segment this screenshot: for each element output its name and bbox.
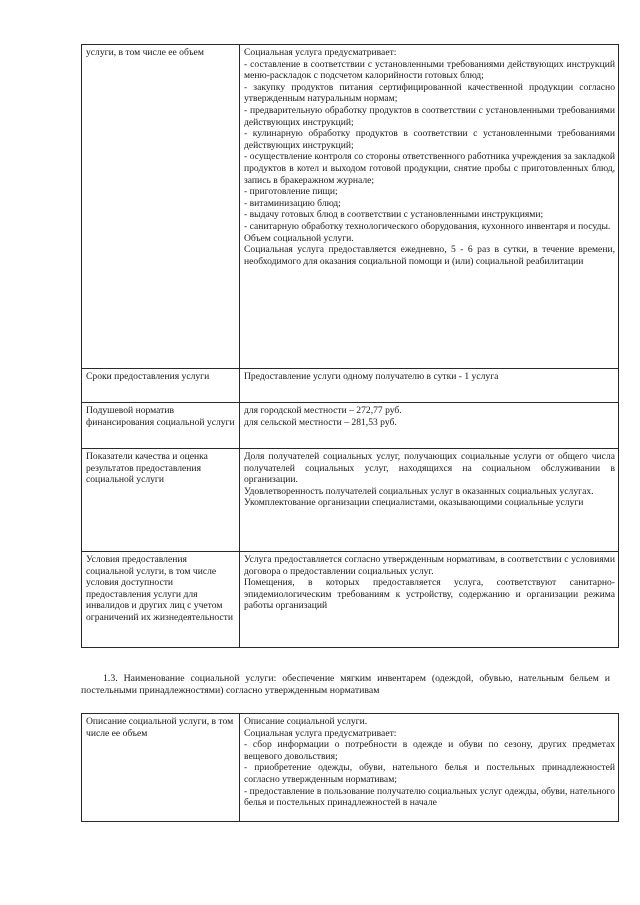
row-label [82, 45, 240, 369]
row-content [240, 369, 619, 403]
paragraph: - осуществление контроля со стороны ответственного работника учреждения за закладкой продуктов в котел и выходом готовой продукции, снятие пробы с приготовленных блюд, запись в бракеражном журнале; [244, 151, 615, 186]
table-row [82, 369, 619, 403]
paragraph: - сбор информации о потребности в одежде и обуви по сезону, других предметах вещевого довольствия; [244, 739, 615, 762]
row-content [240, 45, 619, 369]
label-text: Подушевой норматив финансирования социальной услуги [86, 405, 235, 428]
paragraph: Услуга предоставляется согласно утвержденным нормативам, в соответствии с условиями договора о предоставлении социальных услуг. [244, 554, 615, 577]
paragraph: Предоставление услуги одному получателю в сутки - 1 услуга [244, 371, 499, 382]
paragraph: Описание социальной услуги. [244, 716, 368, 727]
paragraph: - составление в соответствии с установленными требованиями действующих инструкций меню-раскладок с подсчетом калорийности готовых блюд; [244, 58, 615, 82]
paragraph: Социальная услуга предусматривает: [244, 727, 397, 739]
table-row [82, 449, 619, 552]
paragraph: - предоставление в пользование получателю социальных услуг одежды, обуви, нательного белья и постельных принадлежностей в начале [244, 785, 615, 809]
row-label [82, 403, 240, 449]
paragraph: Доля получателей социальных услуг, получающих социальные услуги от общего числа получателей социальных услуг, находящихся на социальном обслуживании в организации. [244, 451, 615, 486]
table-row [82, 552, 619, 648]
label-text: Сроки предоставления услуги [86, 371, 210, 382]
label-text: услуги, в том числе ее объем [86, 47, 204, 58]
paragraph: для городской местности – 272,77 руб. [244, 405, 402, 416]
paragraph: - кулинарную обработку продуктов в соответствии с установленными требованиями действующих инструкций; [244, 128, 615, 151]
row-content [240, 449, 619, 552]
paragraph: Социальная услуга предоставляется ежедневно, 5 - 6 раз в сутки, в течение времени, необходимого для оказания социальной помощи и (или) социальной реабилитации [244, 244, 615, 267]
paragraph: - витаминизацию блюд; [244, 197, 341, 209]
table-row [82, 403, 619, 449]
table-row [82, 45, 619, 369]
paragraph: Помещения, в которых предоставляется услуга, соответствуют санитарно-эпидемиологическим требованиям к устройству, содержанию и организации режима работы организаций [244, 577, 615, 612]
service-table-2 [81, 713, 619, 822]
paragraph: - приготовление пищи; [244, 186, 338, 198]
row-content [240, 714, 619, 822]
row-label [82, 369, 240, 403]
paragraph: Укомплектование организации специалистами, оказывающими социальные услуги [244, 497, 584, 509]
section-heading: 1.3. Наименование социальной услуги: обеспечение мягким инвентарем (одеждой, обувью, нательным бельем и постельными принадлежностями) согласно утвержденным нормативам [81, 673, 610, 696]
paragraph: - выдачу готовых блюд в соответствии с установленными инструкциями; [244, 209, 544, 221]
paragraph: Объем социальной услуги. [244, 232, 354, 244]
service-table-1 [81, 44, 619, 648]
paragraph: - закупку продуктов питания сертифицированной качественной продукции согласно утвержденным натуральным нормам; [244, 81, 615, 105]
row-content [240, 403, 619, 449]
label-text: Показатели качества и оценка результатов предоставления социальной услуги [86, 451, 208, 486]
row-label [82, 449, 240, 552]
paragraph: Социальная услуга предусматривает: [244, 47, 397, 58]
row-label [82, 714, 240, 822]
paragraph: - приобретение одежды, обуви, нательного белья и постельных принадлежностей согласно утвержденным нормативам; [244, 762, 615, 785]
paragraph: - санитарную обработку технологического оборудования, кухонного инвентаря и посуды. [244, 220, 611, 232]
row-label [82, 552, 240, 648]
row-content [240, 552, 619, 648]
table-row [82, 714, 619, 822]
label-text: Условия предоставления социальной услуги, в том числе условия доступности предоставления услуги для инвалидов и других лиц с учетом ограничений их жизнедеятельности [86, 554, 234, 623]
paragraph: - предварительную обработку продуктов в соответствии с установленными требованиями действующих инструкций; [244, 104, 615, 128]
label-text: Описание социальной услуги, в том числе ее объем [86, 716, 234, 739]
paragraph: для сельской местности – 281,53 руб. [244, 416, 397, 428]
paragraph: Удовлетворенность получателей социальных услуг в оказанных социальных услугах. [244, 485, 594, 497]
